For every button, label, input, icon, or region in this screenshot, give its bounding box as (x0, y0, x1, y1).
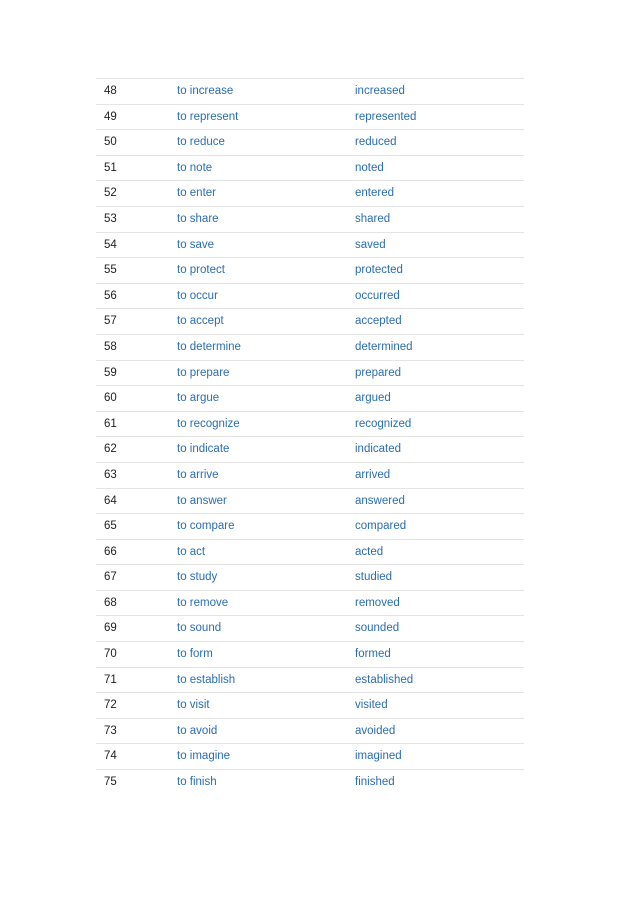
past-tense-link[interactable]: prepared (355, 366, 402, 379)
past-tense-link[interactable]: visited (355, 699, 388, 712)
table-row (96, 258, 524, 284)
table-row (96, 642, 524, 668)
row-number: 72 (104, 699, 117, 712)
base-verb-link[interactable]: to compare (177, 520, 235, 533)
base-verb-link[interactable]: to act (177, 545, 206, 558)
table-row (96, 386, 524, 412)
base-verb-link[interactable]: to answer (177, 494, 227, 507)
row-number: 54 (104, 238, 117, 251)
base-verb-link[interactable]: to determine (177, 340, 241, 353)
base-verb-link[interactable]: to accept (177, 315, 224, 328)
base-verb-link[interactable]: to visit (177, 699, 210, 712)
past-tense-link[interactable]: acted (355, 545, 384, 558)
past-tense-link[interactable]: avoided (355, 724, 396, 737)
table-row (96, 207, 524, 233)
row-number: 69 (104, 622, 117, 635)
row-number: 58 (104, 340, 117, 353)
base-verb-link[interactable]: to prepare (177, 366, 230, 379)
table-row (96, 668, 524, 694)
row-number: 53 (104, 212, 117, 225)
row-number: 49 (104, 110, 117, 123)
past-tense-link[interactable]: increased (355, 85, 405, 97)
table-row (96, 540, 524, 566)
past-tense-link[interactable]: represented (355, 110, 417, 123)
row-number: 50 (104, 136, 117, 149)
past-tense-link[interactable]: shared (355, 212, 391, 225)
base-verb-link[interactable]: to arrive (177, 468, 219, 481)
table-row (96, 591, 524, 617)
row-number: 65 (104, 520, 117, 533)
row-number: 73 (104, 724, 117, 737)
row-number: 75 (104, 776, 117, 789)
base-verb-link[interactable]: to argue (177, 392, 220, 405)
row-number: 59 (104, 366, 117, 379)
past-tense-link[interactable]: formed (355, 648, 391, 661)
table-row (96, 719, 524, 745)
base-verb-link[interactable]: to increase (177, 85, 234, 97)
row-number: 63 (104, 468, 117, 481)
table-row (96, 412, 524, 438)
row-number: 56 (104, 289, 117, 302)
table-row (96, 616, 524, 642)
past-tense-link[interactable]: studied (355, 571, 393, 584)
row-number: 48 (104, 85, 117, 97)
past-tense-link[interactable]: protected (355, 264, 403, 277)
past-tense-link[interactable]: removed (355, 596, 400, 609)
base-verb-link[interactable]: to sound (177, 622, 222, 635)
table-row (96, 463, 524, 489)
table-row (96, 744, 524, 770)
past-tense-link[interactable]: finished (355, 776, 395, 789)
row-number: 74 (104, 750, 117, 763)
past-tense-link[interactable]: determined (355, 340, 413, 353)
base-verb-link[interactable]: to establish (177, 673, 236, 686)
past-tense-link[interactable]: imagined (355, 750, 402, 763)
row-number: 64 (104, 494, 117, 507)
table-row (96, 693, 524, 719)
past-tense-link[interactable]: entered (355, 187, 395, 200)
base-verb-link[interactable]: to finish (177, 776, 217, 789)
past-tense-link[interactable]: saved (355, 238, 386, 251)
table-row (96, 309, 524, 335)
table-row (96, 105, 524, 131)
row-number: 55 (104, 264, 117, 277)
base-verb-link[interactable]: to recognize (177, 417, 240, 430)
table-row (96, 130, 524, 156)
row-number: 62 (104, 443, 117, 456)
base-verb-link[interactable]: to reduce (177, 136, 225, 149)
base-verb-link[interactable]: to enter (177, 187, 216, 200)
base-verb-link[interactable]: to form (177, 648, 213, 661)
base-verb-link[interactable]: to note (177, 161, 213, 174)
base-verb-link[interactable]: to save (177, 238, 215, 251)
table-row (96, 284, 524, 310)
row-number: 60 (104, 392, 117, 405)
base-verb-link[interactable]: to imagine (177, 750, 231, 763)
row-number: 71 (104, 673, 117, 686)
table-row (96, 514, 524, 540)
row-number: 52 (104, 187, 117, 200)
base-verb-link[interactable]: to occur (177, 289, 218, 302)
past-tense-link[interactable]: established (355, 673, 414, 686)
base-verb-link[interactable]: to study (177, 571, 218, 584)
row-number: 57 (104, 315, 117, 328)
past-tense-link[interactable]: sounded (355, 622, 400, 635)
past-tense-link[interactable]: occurred (355, 289, 400, 302)
past-tense-link[interactable]: reduced (355, 136, 397, 149)
past-tense-link[interactable]: compared (355, 520, 407, 533)
past-tense-link[interactable]: argued (355, 392, 391, 405)
base-verb-link[interactable]: to represent (177, 110, 239, 123)
past-tense-link[interactable]: answered (355, 494, 405, 507)
row-number: 51 (104, 161, 117, 174)
row-number: 68 (104, 596, 117, 609)
row-number: 66 (104, 545, 117, 558)
table-row (96, 565, 524, 591)
base-verb-link[interactable]: to remove (177, 596, 229, 609)
table-row (96, 335, 524, 361)
base-verb-link[interactable]: to share (177, 212, 219, 225)
base-verb-link[interactable]: to protect (177, 264, 225, 277)
table-row (96, 489, 524, 515)
table-row (96, 233, 524, 259)
table-row (96, 770, 524, 796)
verb-table (96, 78, 524, 796)
row-number: 70 (104, 648, 117, 661)
table-row (96, 361, 524, 387)
past-tense-link[interactable]: arrived (355, 468, 391, 481)
base-verb-link[interactable]: to avoid (177, 724, 218, 737)
base-verb-link[interactable]: to indicate (177, 443, 230, 456)
past-tense-link[interactable]: noted (355, 161, 384, 174)
past-tense-link[interactable]: accepted (355, 315, 402, 328)
table-row (96, 156, 524, 182)
table-row (96, 437, 524, 463)
past-tense-link[interactable]: recognized (355, 417, 412, 430)
past-tense-link[interactable]: indicated (355, 443, 402, 456)
table-row (96, 79, 524, 105)
table-row (96, 181, 524, 207)
row-number: 61 (104, 417, 117, 430)
row-number: 67 (104, 571, 117, 584)
